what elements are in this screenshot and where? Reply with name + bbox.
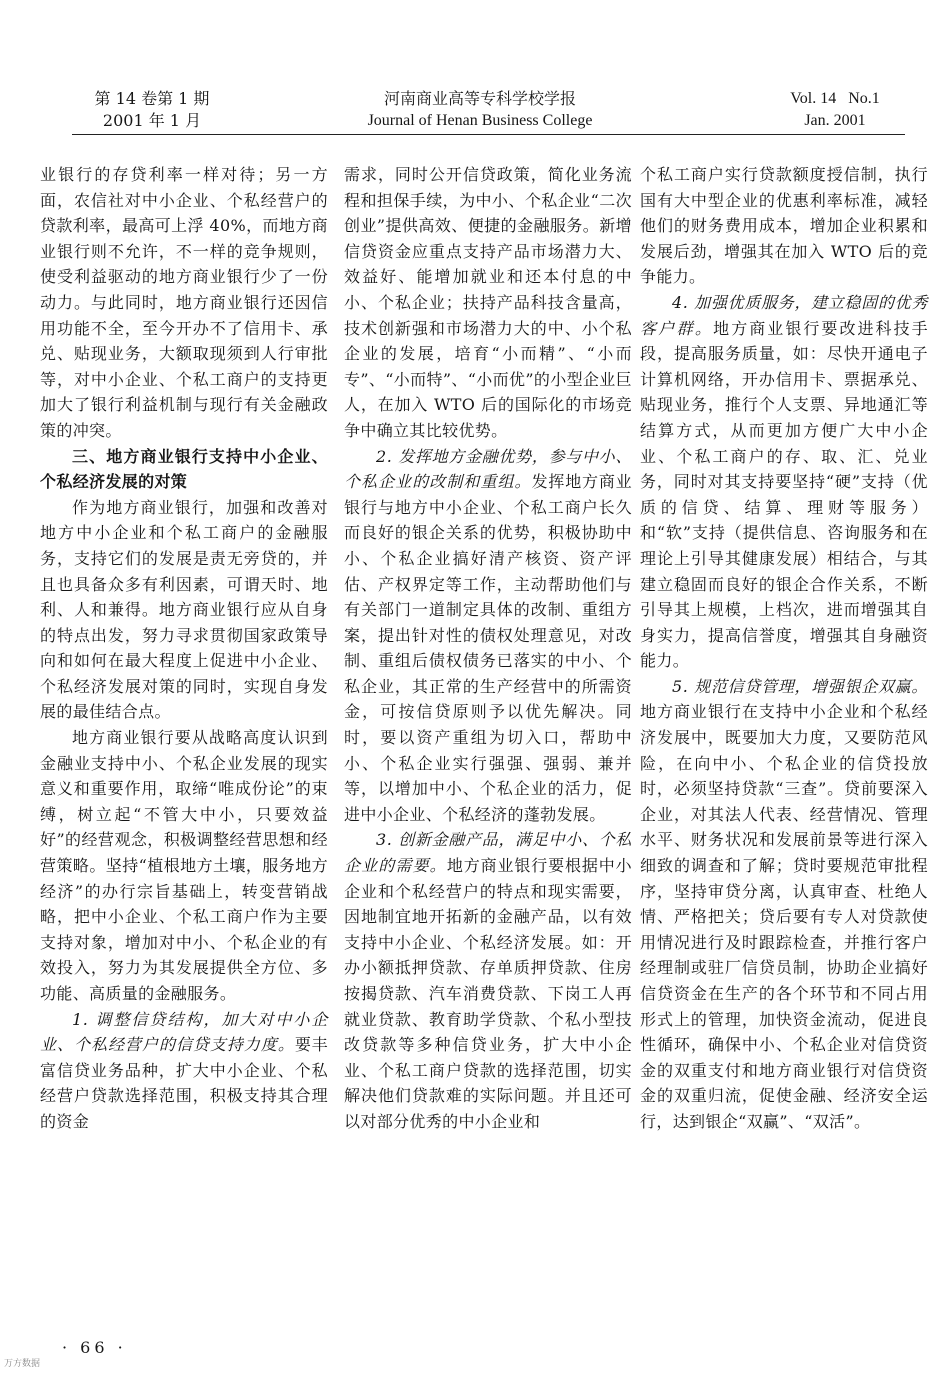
header-rule (72, 134, 905, 135)
header-journal-en: Journal of Henan Business College (367, 112, 593, 129)
paragraph (40, 1007, 328, 1135)
subsection-title: 4. 加强优质服务，建立稳固的优秀客户群。 (640, 292, 928, 338)
paragraph-text: 发挥地方商业银行与地方中小企业、个私工商户长久而良好的银企关系的优势，积极协助中小、个私企业搞好清产核资、资产评估、产权界定等工作，主动帮助他们与有关部门一道制定具体的改制、重组方案，提出针对性的债权处理意见，对改制、重组后债权债务已落实的中小、个私企业，其正常的生产经营中的所需资金，可按信贷原则予以优先解决。同时，要以资产重组为切入口，帮助中小、个私企业实行强强、强弱、兼并等，以增加中小、个私企业的活力，促进中小企业、个私经济的蓬勃发展。 (344, 472, 632, 824)
header-journal (330, 88, 630, 132)
paragraph-text: 地方商业银行要根据中小企业和个私经营户的特点和现实需要，因地制宜地开拓新的金融产品，以有效支持中小企业、个私经济发展。如：开办小额抵押贷款、存单质押贷款、住房按揭贷款、汽车消费贷款、下岗工人再就业贷款、教育助学贷款、个私小型技改贷款等多种信贷业务，扩大中小企业、个私工商户贷款的选择范围，切实解决他们贷款难的实际问题。并且还可以对部分优秀的中小企业和 (344, 856, 632, 1131)
paragraph: 业银行的存贷利率一样对待；另一方面，农信社对中小企业、个私经营户的贷款利率，最高可上浮 40%，而地方商业银行则不允许，不一样的竞争规则，使受利益驱动的地方商业银行少了一份动力。与此同时，地方商业银行还因信用功能不全，至今开办不了信用卡、承兑、贴现业务，大额取现须到人行审批等，对中小企业、个私工商户的支持更加大了银行利益机制与现行有关金融政策的冲突。 (40, 165, 328, 440)
paragraph (344, 827, 632, 1134)
section-heading: 三、地方商业银行支持中小企业、个私经济发展的对策 (40, 446, 328, 492)
subsection-title: 5. 规范信贷管理，增强银企双赢。 (672, 676, 928, 696)
paragraph (640, 290, 928, 674)
header-date-en: Jan. 2001 (804, 112, 866, 129)
text-column-1 (40, 162, 328, 1135)
paragraph (344, 444, 632, 828)
paragraph-text: 要丰富信贷业务品种，扩大中小企业、个私经营户贷款选择范围，积极支持其合理的资金 (40, 1035, 328, 1131)
subsection-title: 3. 创新金融产品，满足中小、个私企业的需要。 (344, 830, 632, 876)
text-column-3 (640, 162, 928, 1135)
watermark: 万方数据 (4, 1359, 41, 1369)
paragraph-text: 地方商业银行在支持中小企业和个私经济发展中，既要加大力度，又要防范风险，在向中小、个私企业的信贷投放时，必须坚持贷款“三查”。贷前要深入企业，对其法人代表、经营情况、管理水平、财务状况和发展前景等进行深入细致的调查和了解；贷时要规范审批程序，坚持审贷分离，认真审查、杜绝人情、严格把关；贷后要有专人对贷款使用情况进行及时跟踪检查，并推行客户经理制或驻厂信贷员制，协助企业搞好信贷资金在生产的各个环节和不同占用形式上的管理，加快资金流动，促进良性循环，确保中小、个私企业对信贷资金的双重支付和地方商业银行对信贷资金的双重归流，促使金融、经济安全运行，达到银企“双赢”、“双活”。 (640, 702, 928, 1131)
subsection-title: 1. 调整信贷结构，加大对中小企业、个私经营户的信贷支持力度。 (40, 1009, 328, 1055)
header-issue-zh (72, 88, 232, 132)
paragraph (640, 674, 928, 1135)
header-volume-zh: 第 14 卷第 1 期 (94, 89, 210, 108)
header-date-zh: 2001 年 1 月 (102, 111, 202, 130)
text-column-2 (344, 162, 632, 1135)
subsection-title: 2. 发挥地方金融优势，参与中小、个私企业的改制和重组。 (344, 446, 632, 492)
header-issue-en (760, 88, 910, 132)
paragraph: 作为地方商业银行，加强和改善对地方中小企业和个私工商户的金融服务，支持它们的发展是责无旁贷的，并且也具备众多有利因素，可谓天时、地利、人和兼得。地方商业银行应从自身的特点出发，努力寻求贯彻国家政策导向和如何在最大程度上促进中小企业、个私经济发展对策的同时，实现自身发展的最佳结合点。 (40, 497, 328, 722)
header-volume-en: Vol. 14 No.1 (790, 90, 880, 107)
page-number: · 66 · (62, 1338, 127, 1357)
header-journal-zh: 河南商业高等专科学校学报 (383, 89, 576, 108)
paragraph-text: 地方商业银行要改进科技手段，提高服务质量，如：尽快开通电子计算机网络，开办信用卡、票据承兑、贴现业务，推行个人支票、异地通汇等结算方式，从而更加方便广大中小企业、个私工商户的存、取、汇、兑业务，同时对其支持要坚持“硬”支持（优质的信贷、结算、理财等服务）和“软”支持（提供信息、咨询服务和在理论上引导其健康发展）相结合，与其建立稳固而良好的银企合作关系，不断引导其上规模，上档次，进而增强其自身实力，提高信誉度，增强其自身融资能力。 (640, 318, 928, 671)
paragraph: 需求，同时公开信贷政策，简化业务流程和担保手续，为中小、个私企业“二次创业”提供高效、便捷的金融服务。新增信贷资金应重点支持产品市场潜力大、效益好、能增加就业和还本付息的中小、个私企业；扶持产品科技含量高，技术创新强和市场潜力大的中、小个私企业的发展，培育“小而精”、“小而专”、“小而特”、“小而优”的小型企业巨人，在加入 WTO 后的国际化的市场竞争中确立其比较优势。 (344, 165, 632, 440)
paragraph: 地方商业银行要从战略高度认识到金融业支持中小、个私企业发展的现实意义和重要作用，取缔“唯成份论”的束缚，树立起“不管大中小，只要效益好”的经营观念，积极调整经营思想和经营策略。坚持“植根地方土壤，服务地方经济”的办行宗旨基础上，转变营销战略，把中小企业、个私工商户作为主要支持对象，增加对中小、个私企业的有效投入，努力为其发展提供全方位、多功能、高质量的金融服务。 (40, 728, 328, 1003)
running-header (0, 84, 950, 134)
paragraph: 个私工商户实行贷款额度授信制，执行国有大中型企业的优惠利率标准，减轻他们的财务费用成本，增加企业积累和发展后劲，增强其在加入 WTO 后的竞争能力。 (640, 165, 928, 287)
